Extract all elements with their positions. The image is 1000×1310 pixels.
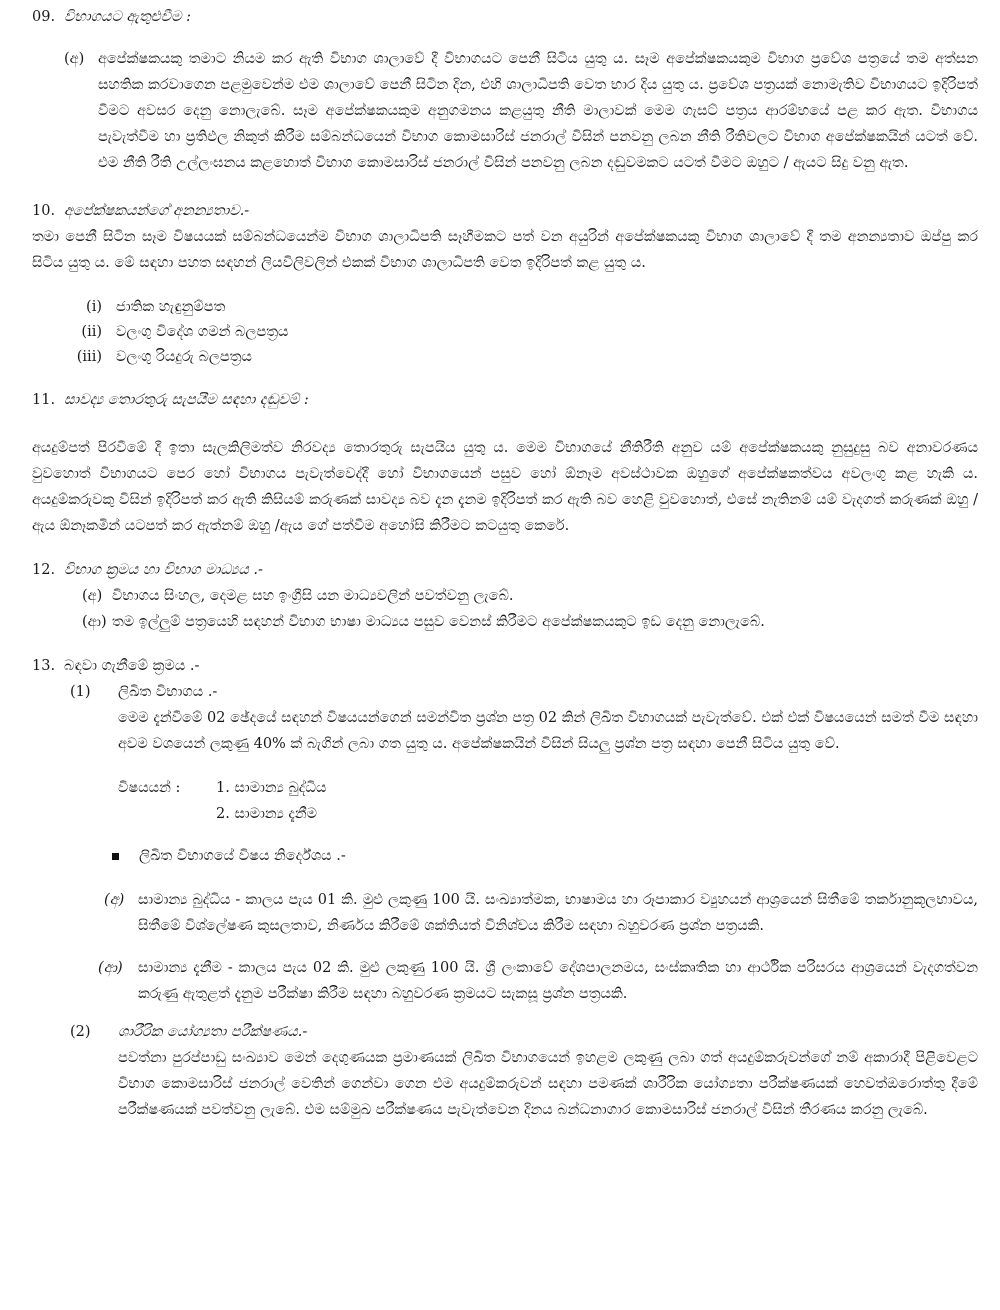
syllabus-item-a [104, 887, 978, 939]
item-label: (2) [70, 1024, 91, 1040]
square-bullet-icon [112, 853, 119, 860]
item-text: වලංගු විදේශ ගමන් බලපත්‍රය [116, 324, 289, 340]
section-title: විභාග ක්‍රමය හා විභාග මාධ්‍යය .- [64, 562, 263, 578]
section-title: බඳවා ගැනීමේ ක්‍රමය .- [64, 658, 200, 674]
item-label: (ආ) [98, 960, 123, 976]
section-09 [32, 4, 978, 176]
list-item [60, 319, 978, 344]
written-exam-text: මෙම දැන්වීමේ 02 ඡේදයේ සඳහන් විෂයයන්ගෙන් සමන්විත ප්‍රශ්න පත්‍ර 02 කින් ලිඛිත විභාගයක් පැවැත්වේ. එක් එක් විෂයයෙන් සමත් වීම සඳහා අවම වශයෙන් ලකුණු 40% ක් බැගින් ලබා ගත යුතු ය. අපේක්ෂකයින් විසින් සියලු ප්‍රශ්න පත්‍ර සඳහා පෙනී සිටිය යුතු වේ. [118, 710, 978, 752]
id-document-list [60, 294, 978, 369]
section-13-heading [32, 653, 978, 679]
subjects-block [118, 775, 978, 827]
section-number: 13. [32, 658, 56, 674]
written-exam-heading [70, 679, 978, 705]
section-10-text: තමා පෙනී සිටින සෑම විෂයයක් සම්බන්ධයෙන්ම විභාග ශාලාධිපති සෑහීමකට පත් වන අයුරින් අපේක්ෂකයකු විභාග ශාලාවේ දී තම අනන්‍යතාව ඔප්පු කර සිටිය යුතු ය. මේ සඳහා පහත සඳහන් ලියවිලිවලින් එකක් විභාග ශාලාධිපති වෙත ඉදිරිපත් කළ යුතු ය. [32, 229, 978, 271]
subject-item: 2. සාමාන්‍ය දැනීම [216, 806, 318, 822]
section-number: 09. [32, 9, 56, 25]
section-number: 10. [32, 203, 56, 219]
item-label: (අ) [104, 892, 125, 908]
section-title: අපේක්ෂකයන්ගේ අනන්‍යතාව.- [64, 203, 250, 219]
item-label: (අ) [82, 588, 103, 604]
list-item [60, 344, 978, 369]
section-12-item-a [82, 583, 978, 609]
syllabus-title: ලිඛිත විභාගයේ විෂය නිර්දේශය .- [139, 848, 346, 864]
section-12-heading [32, 557, 978, 583]
list-item [60, 294, 978, 319]
item-label: (1) [70, 684, 91, 700]
subjects-list [216, 775, 326, 827]
item-text: අපේක්ෂකයකු තමාට නියම කර ඇති විභාග ශාලාවේ දී විභාගයට පෙනී සිටිය යුතු ය. සෑම අපේක්ෂකයකුම විභාග ප්‍රවේශ පත්‍රයේ තම අත්සන සහතික කරවාගෙන පළමුවෙන්ම එම ශාලාවේ පෙනී සිටින දින, එහි ශාලාධිපති වෙත භාර දිය යුතු ය. ප්‍රවේශ පත්‍රයක් නොමැතිව විභාගයට ඉදිරිපත් වීමට අවසර දෙනු නොලැබේ. සෑම අපේක්ෂකයකුම අනුගමනය කළයුතු නීති මාලාවක් මෙම ගැසට් පත්‍රය ආරම්භයේ පළ කර ඇත. විභාගය පැවැත්වීම හා ප්‍රතිඵල නිකුත් කිරීම සම්බන්ධයෙන් විභාග කොමසාරිස් ජනරාල් විසින් පනවනු ලබන නීති රීතිවලට විභාග අපේක්ෂකයින් යටත් වේ. එම නීති රීති උල්ලංඝනය කළහොත් විභාග කොමසාරිස් ජනරාල් විසින් පනවනු ලබන දඬුවමකට යටත් වීමට ඔහුට / ඇයට සිදු වනු ඇත. [98, 51, 978, 171]
item-title: ශාරීරික යෝග්‍යතා පරීක්ෂණය.- [118, 1024, 308, 1040]
item-label: (අ) [64, 51, 85, 67]
subject-item: 1. සාමාන්‍ය බුද්ධිය [216, 780, 327, 796]
physical-test-heading [70, 1019, 978, 1045]
item-title: ලිඛිත විභාගය .- [118, 684, 218, 700]
section-10 [32, 198, 978, 369]
item-label: (i) [86, 299, 102, 315]
item-text: තම ඉල්ලුම් පත්‍රයෙහි සඳහන් විභාග භාෂා මාධ්‍යය පසුව වෙනස් කිරීමට අපේක්ෂකයකුට ඉඩ දෙනු නොලැබේ. [112, 614, 765, 630]
item-text: වලංගු රියදුරු බලපත්‍රය [116, 349, 252, 365]
item-label: (ආ) [82, 614, 107, 630]
item-label: (iii) [76, 349, 102, 365]
physical-test-text: පවත්නා පුරප්පාඩු සංඛ්‍යාව මෙන් දෙගුණයක ප්‍රමාණයක් ලිඛිත විභාගයෙන් ඉහළම ලකුණු ලබා ගත් අයදුම්කරුවන්ගේ නම් අකාරාදී පිළිවෙළට විභාග කොමසාරිස් ජනරාල් වෙතින් ගෙන්වා ගෙන එම අයදුම්කරුවන් සඳහා පමණක් ශාරීරික යෝග්‍යතා පරීක්ෂණයක් හෙවත්ඔරොත්තු දීමේ පරීක්ෂණයක් පවත්වනු ලැබේ. එම සම්මුඛ පරීක්ෂණය පැවැත්වෙන දිනය බන්ධනාගාර කොමසාරිස් ජනරාල් විසින් තීරණය කරනු ලැබේ. [118, 1050, 978, 1118]
section-12-item-b [82, 609, 978, 635]
section-title: සාවද්‍ය තොරතුරු සැපයීම සඳහා දඬුවම් : [64, 392, 309, 408]
subjects-label: විෂයයන් : [118, 780, 181, 796]
item-text: විභාගය සිංහල, දෙමළ සහ ඉංග්‍රීසි යන මාධ්‍යවලින් පවත්වනු ලැබේ. [112, 588, 514, 604]
section-11 [32, 387, 978, 539]
section-number: 11. [32, 392, 56, 408]
section-13 [32, 653, 978, 1123]
section-12 [32, 557, 978, 635]
item-text: ජාතික හැඳුනුම්පත [116, 299, 226, 315]
section-10-heading [32, 198, 978, 224]
item-label: (ii) [81, 324, 102, 340]
section-09-item-a [64, 46, 978, 176]
item-text: සාමාන්‍ය බුද්ධිය - කාලය පැය 01 කි. මුළු ලකුණු 100 යි. සංඛ්‍යාත්මක, භාෂාමය හා රූපාකාර ව්‍යුහයන් ආශ්‍රයෙන් සිතීමේ තර්කානුකූලභාවය, සිතීමේ විශ්ලේෂණ කුසලතාව, නිර්ණය කිරීමේ ශක්තියත් විනිශ්චය කිරීම සඳහා බහුවරණ ප්‍රශ්න පත්‍රයකි. [138, 892, 978, 934]
section-number: 12. [32, 562, 56, 578]
item-text: සාමාන්‍ය දැනීම - කාලය පැය 02 කි. මුළු ලකුණු 100 යි. ශ්‍රී ලංකාවේ දේශපාලනමය, සංස්කෘතික හා ආර්ථික පරිසරය ආශ්‍රයෙන් වැදගත්වන කරුණු ඇතුළත් දැනුම පරීක්ෂා කිරීම සඳහා බහුවරණ ක්‍රමයට සැකසූ ප්‍රශ්න පත්‍රයකි. [138, 960, 978, 1002]
section-11-heading [32, 387, 978, 413]
section-11-text: අයදුම්පත් පිරවීමේ දී ඉතා සැලකිලිමත්ව නිරවද්‍ය තොරතුරු සැපයිය යුතු ය. මෙම විභාගයේ නීතිරීති අනුව යම් අපේක්ෂකයකු නුසුදුසු බව අනාවරණය වුවහොත් විභාගයට පෙර හෝ විභාගය පැවැත්වෙද්දී හෝ විභාගයෙන් පසුව හෝ ඕනෑම අවස්ථාවක ඔහුගේ අපේක්ෂකත්වය අවලංගු කළ හැකි ය. අයදුම්කරුවකු විසින් ඉදිරිපත් කර ඇති කිසියම් කරුණක් සාවද්‍ය බව දැන දැනම ඉදිරිපත් කර ඇති බව හෙළි වුවහොත්, එසේ නැතිනම් යම් වැදගත් කරුණක් ඔහු / ඇය ඕනෑකමින් යටපත් කර ඇත්නම් ඔහු /ඇය ගේ පත්වීම අහෝසි කිරීමට කටයුතු කෙරේ. [32, 440, 978, 534]
syllabus-heading [112, 843, 978, 869]
section-title: විභාගයට ඇතුළුවීම : [64, 9, 191, 25]
section-09-heading [32, 4, 978, 30]
syllabus-item-b [98, 955, 978, 1007]
